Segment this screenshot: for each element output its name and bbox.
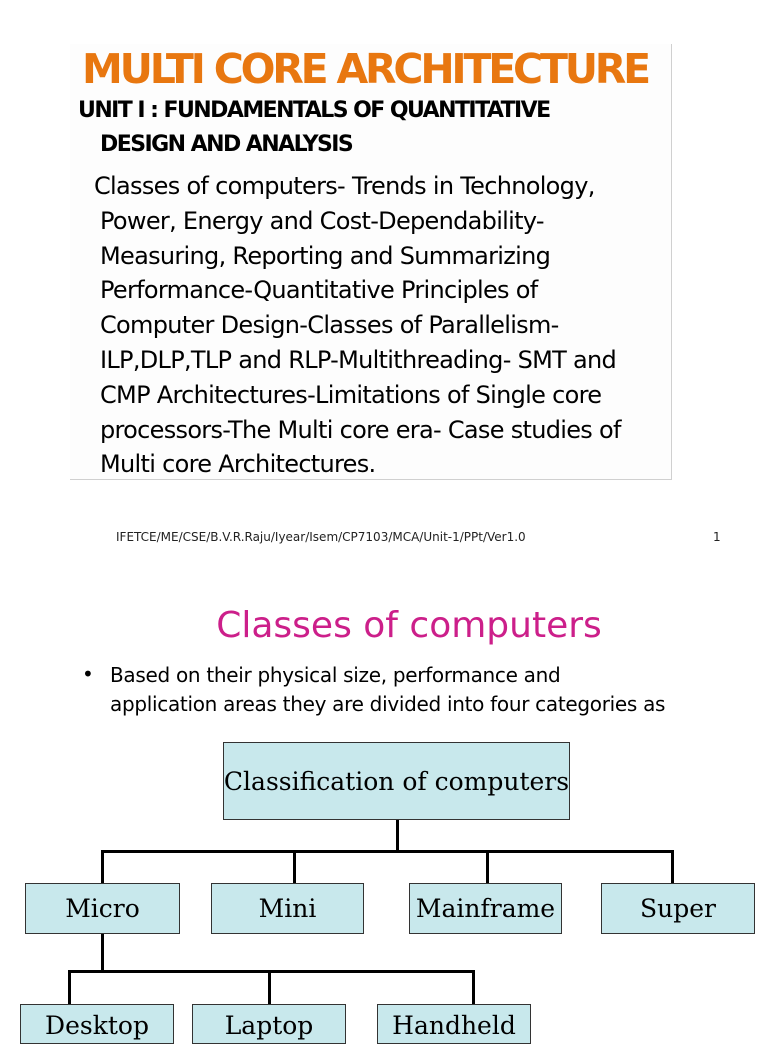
syllabus-line: CMP Architectures-Limitations of Single core [100,380,602,409]
page-number: 1 [713,530,721,544]
connector-line [68,970,475,973]
syllabus-line: Performance-Quantitative Principles of [100,276,538,305]
connector-line [101,850,104,883]
syllabus-line: Classes of computers- Trends in Technology, [94,172,595,200]
slide-footer: IFETCE/ME/CSE/B.V.R.Raju/Iyear/Isem/CP7103/MCA/Unit-1/PPt/Ver1.0 [116,530,526,544]
syllabus-line: Multi core Architectures. [100,450,376,479]
diagram-node-mainframe: Mainframe [409,883,562,934]
connector-line [671,850,674,883]
slide-1-title: MULTI CORE ARCHITECTURE [82,45,648,93]
unit-heading-line-2: DESIGN AND ANALYSIS [100,132,353,157]
connector-line [68,970,71,1004]
connector-line [486,850,489,883]
slide-2-title: Classes of computers [216,605,602,646]
unit-syllabus-text [94,169,674,482]
connector-line [472,970,475,1004]
connector-line [293,850,296,883]
diagram-node-laptop: Laptop [192,1004,346,1044]
connector-line [396,820,399,851]
diagram-node-mini: Mini [211,883,364,934]
connector-line [101,850,674,853]
syllabus-line: ILP,DLP,TLP and RLP-Multithreading- SMT and [100,345,617,374]
diagram-node-handheld: Handheld [377,1004,531,1044]
syllabus-line: Power, Energy and Cost-Dependability- [100,206,544,235]
syllabus-line: processors-The Multi core era- Case studies of [100,415,621,444]
diagram-root-node: Classification of computers [223,742,570,820]
bullet-text-line-2: application areas they are divided into four categories as [110,692,666,716]
unit-heading-line-1: UNIT I : FUNDAMENTALS OF QUANTITATIVE [78,98,550,123]
diagram-node-micro: Micro [25,883,180,934]
syllabus-line: Computer Design-Classes of Parallelism- [100,311,559,340]
connector-line [101,934,104,971]
bullet-icon: • [82,662,94,686]
bullet-text [110,661,750,719]
bullet-text-line-1: Based on their physical size, performance and [110,663,561,687]
syllabus-line: Measuring, Reporting and Summarizing [100,241,551,270]
diagram-node-super: Super [601,883,755,934]
connector-line [268,970,271,1004]
diagram-node-desktop: Desktop [20,1004,174,1044]
unit-heading [78,94,638,162]
